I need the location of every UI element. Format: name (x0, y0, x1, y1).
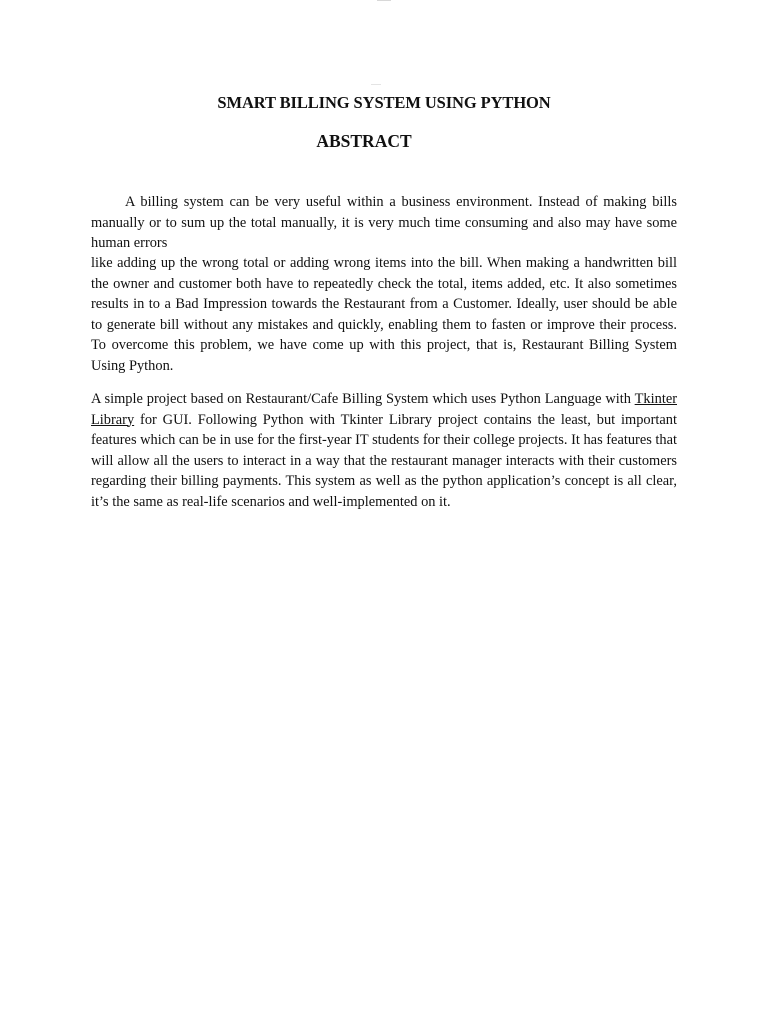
abstract-paragraph-1-part-1: A billing system can be very useful within a business environment. Instead of making bills manually or to sum up the total manually, it is very much time consuming and also may have some human errors (91, 194, 677, 251)
faint-header-mark (371, 84, 381, 85)
document-title: SMART BILLING SYSTEM USING PYTHON (217, 93, 551, 112)
paragraph-2-text-before-link: A simple project based on Restaurant/Cafe Billing System which uses Python Language with (91, 391, 635, 407)
abstract-paragraph-2 (91, 389, 677, 512)
page-top-mark (377, 0, 391, 1)
abstract-heading: ABSTRACT (316, 131, 412, 151)
tkinter-library-link[interactable]: Tkinter Library (91, 391, 677, 428)
paragraph-2-text-after-link: for GUI. Following Python with Tkinter Library project contains the least, but important features which can be in use for the first-year IT students for their college projects. It has features that will allow all the users to interact in a way that the restaurant manager interacts with their customers regarding their billing payments. This system as well as the python application’s concept is all clear, it’s the same as real-life scenarios and well-implemented on it. (91, 411, 677, 510)
abstract-paragraph-1-part-2: like adding up the wrong total or adding wrong items into the bill. When making a handwritten bill the owner and customer both have to repeatedly check the total, items added, etc. It also sometimes results in to a Bad Impression towards the Restaurant from a Customer. Ideally, user should be able to generate bill without any mistakes and quickly, enabling them to fasten or improve their process. To overcome this problem, we have come up with this project, that is, Restaurant Billing System Using Python. (91, 255, 677, 374)
